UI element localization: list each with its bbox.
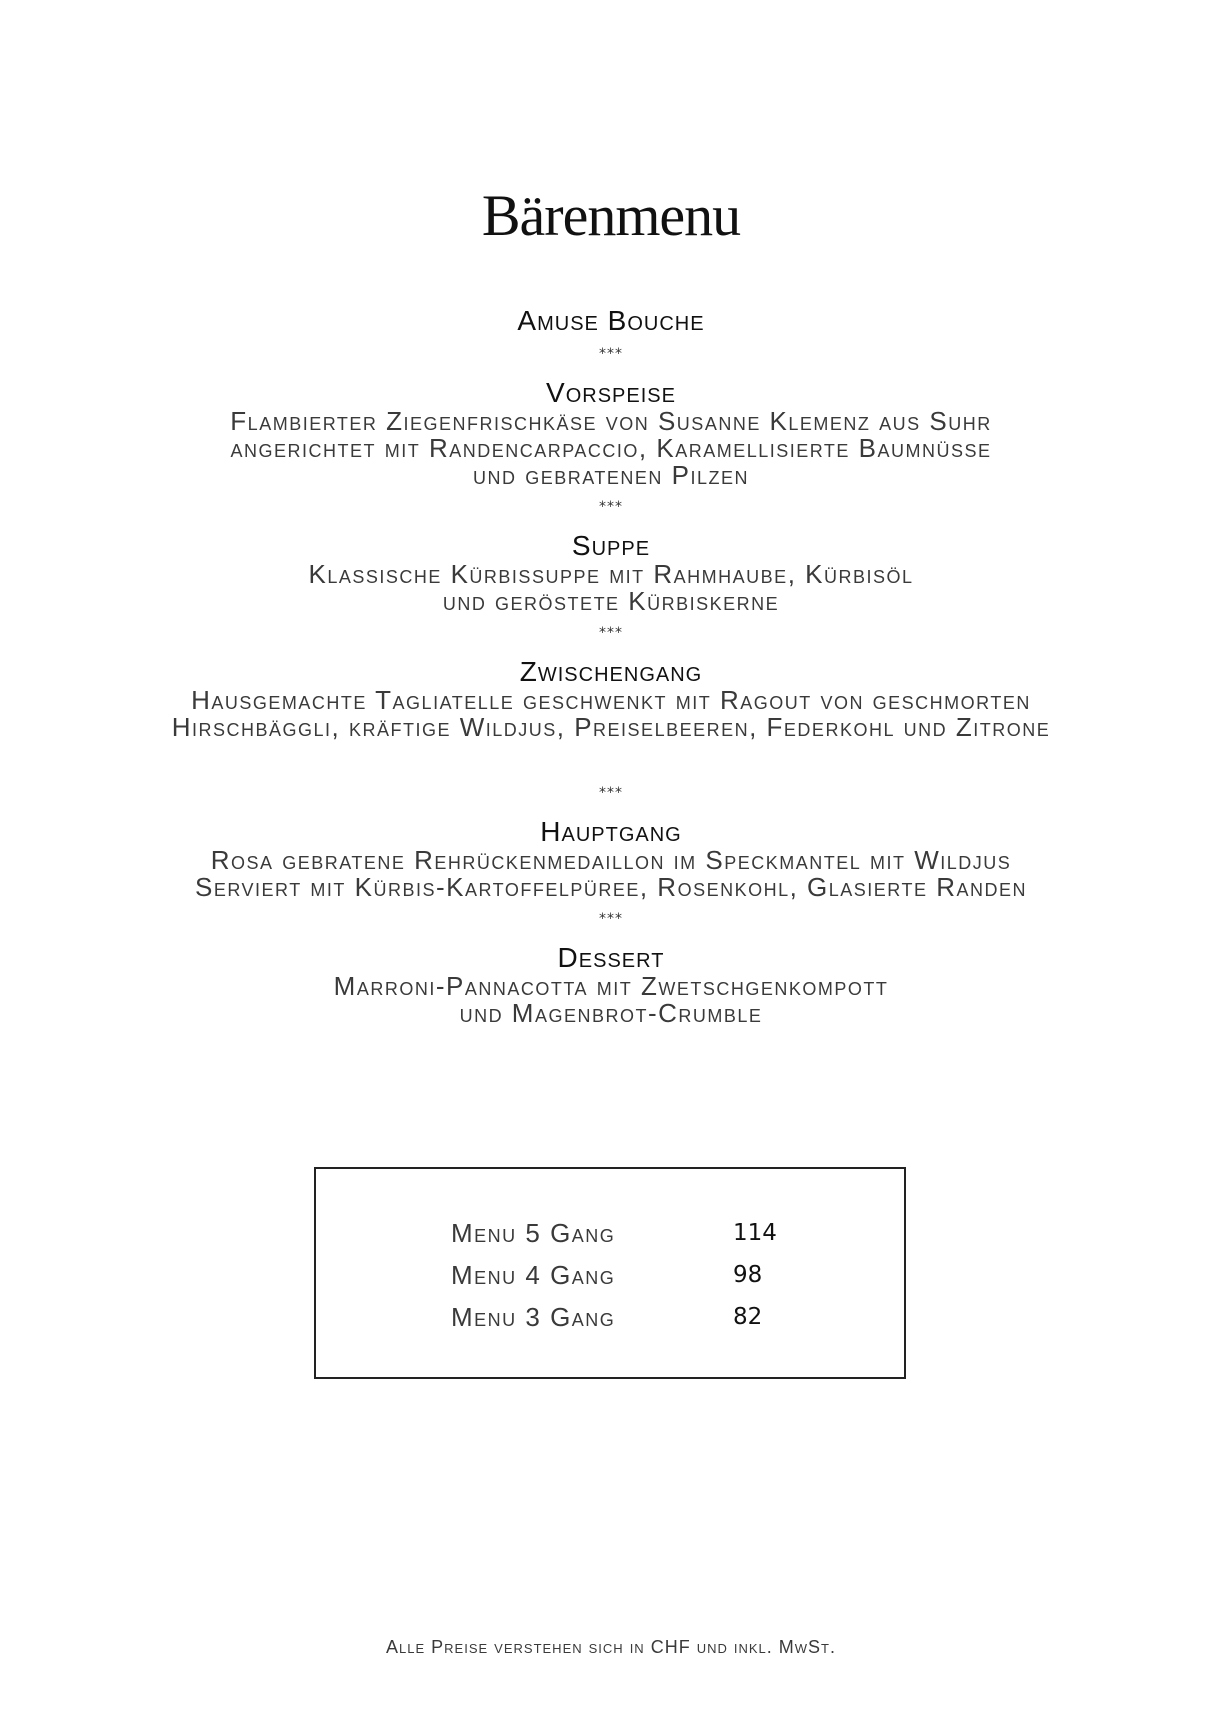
price-note-footer: Alle Preise verstehen sich in CHF und inkl. MwSt.: [386, 1637, 836, 1657]
course-separator: ***: [599, 499, 623, 515]
price-value: 98: [733, 1262, 763, 1288]
course-description-line: und Magenbrot-Crumble: [459, 998, 763, 1028]
price-label: Menu 4 Gang: [451, 1260, 616, 1290]
course-zwischengang: [0, 657, 1222, 741]
course-description-line: und gebratenen Pilzen: [473, 460, 749, 490]
course-dessert: [0, 943, 1222, 1027]
price-row: [451, 1213, 781, 1253]
course-name: Hauptgang: [540, 816, 682, 847]
course-separator: ***: [599, 625, 623, 641]
course-name: Suppe: [571, 530, 651, 561]
course-suppe: [0, 531, 1222, 615]
course-description-line: Rosa gebratene Rehrückenmedaillon im Speckmantel mit Wildjus: [210, 845, 1012, 875]
price-row: [451, 1255, 781, 1295]
price-value: 114: [733, 1220, 777, 1246]
course-description-line: Marroni-Pannacotta mit Zwetschgenkompott: [333, 971, 889, 1001]
course-name: Zwischengang: [519, 656, 703, 687]
menu-title: Bärenmenu: [481, 182, 741, 248]
course-separator: ***: [599, 346, 623, 362]
course-description-line: Serviert mit Kürbis-Kartoffelpüree, Rosenkohl, Glasierte Randen: [194, 872, 1027, 902]
price-label: Menu 3 Gang: [451, 1302, 616, 1332]
course-vorspeise: [0, 378, 1222, 489]
course-description-line: Hirschbäggli, kräftige Wildjus, Preiselbeeren, Federkohl und Zitrone: [171, 712, 1051, 742]
course-name: Amuse Bouche: [517, 305, 705, 336]
course-description-line: Hausgemachte Tagliatelle geschwenkt mit Ragout von geschmorten: [191, 685, 1031, 715]
price-box: [314, 1167, 906, 1379]
course-list: [0, 306, 1222, 1027]
course-name: Dessert: [557, 942, 665, 973]
course-separator: ***: [599, 785, 623, 801]
course-amuse-bouche: [0, 306, 1222, 336]
course-description-line: und geröstete Kürbiskerne: [442, 586, 780, 616]
course-description-line: Flambierter Ziegenfrischkäse von Susanne Klemenz aus Suhr: [230, 406, 992, 436]
price-label: Menu 5 Gang: [451, 1218, 616, 1248]
course-separator: ***: [599, 911, 623, 927]
course-hauptgang: [0, 817, 1222, 901]
course-description-line: Klassische Kürbissuppe mit Rahmhaube, Kürbisöl: [308, 559, 914, 589]
price-value: 82: [733, 1304, 763, 1330]
course-description-line: angerichtet mit Randencarpaccio, Karamellisierte Baumnüsse: [230, 433, 992, 463]
price-row: [451, 1297, 781, 1337]
course-name: Vorspeise: [546, 377, 676, 408]
